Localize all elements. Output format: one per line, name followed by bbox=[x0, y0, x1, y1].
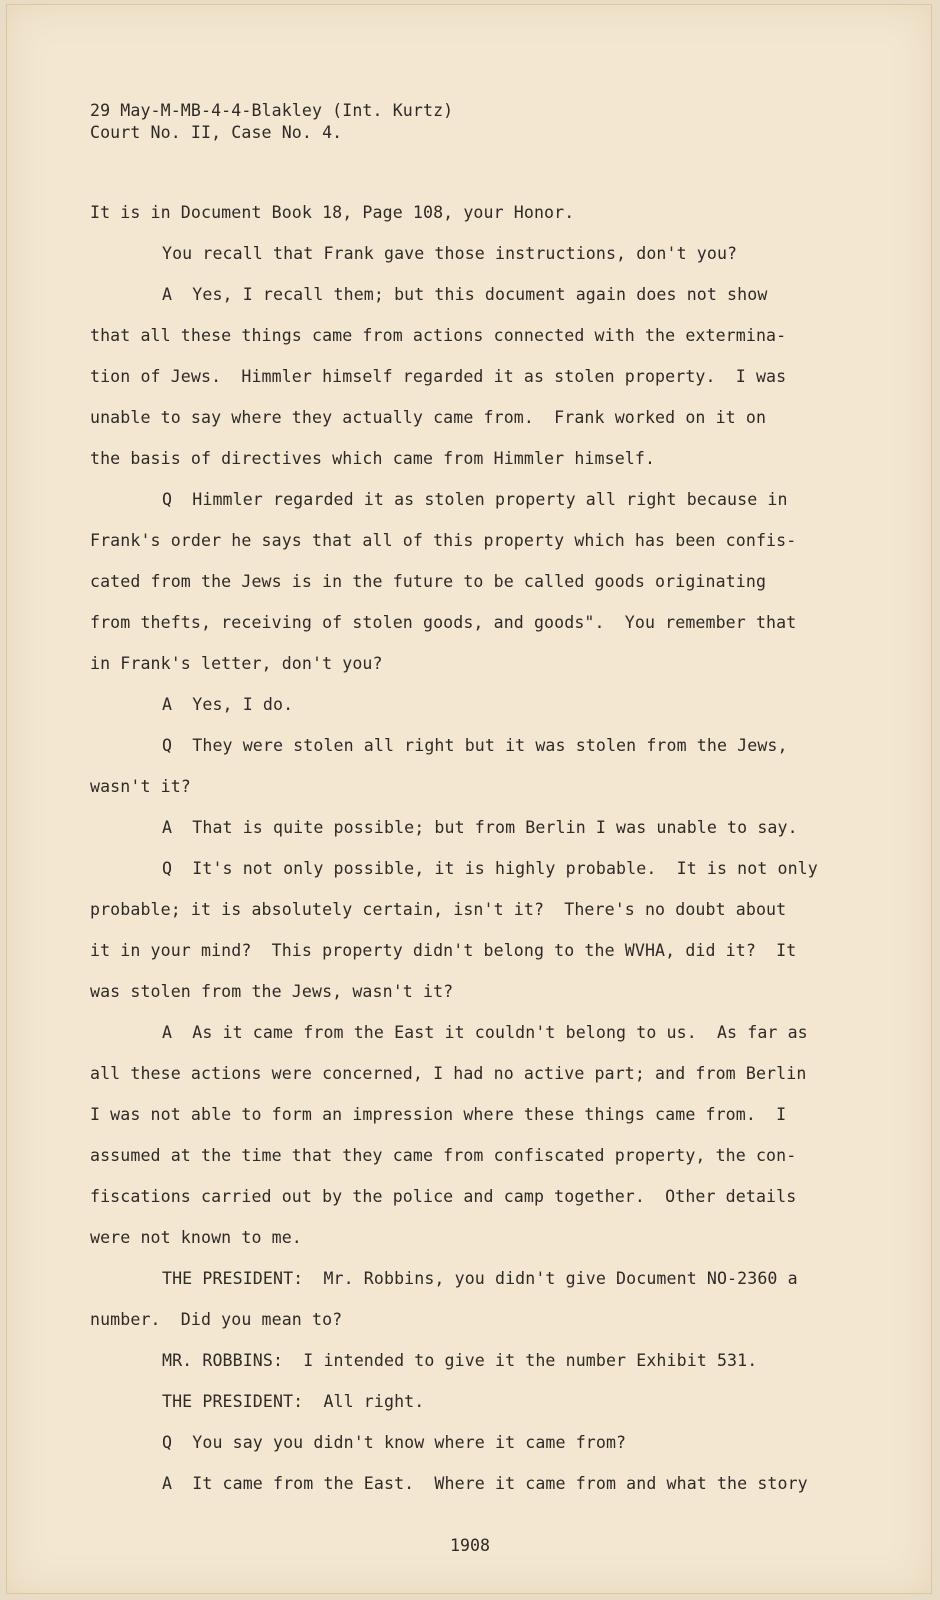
transcript-line: number. Did you mean to? bbox=[90, 1310, 343, 1329]
transcript-line: Q You say you didn't know where it came from? bbox=[162, 1433, 627, 1452]
transcript-line: all these actions were concerned, I had no active part; and from Berlin bbox=[90, 1064, 807, 1083]
transcript-line: A Yes, I do. bbox=[162, 695, 294, 714]
transcript-line: assumed at the time that they came from confiscated property, the con- bbox=[90, 1146, 797, 1165]
transcript-line: it in your mind? This property didn't belong to the WVHA, did it? It bbox=[90, 941, 797, 960]
transcript-line: were not known to me. bbox=[90, 1228, 302, 1247]
transcript-line: I was not able to form an impression where these things came from. I bbox=[90, 1105, 787, 1124]
transcript-line: Frank's order he says that all of this property which has been confis- bbox=[90, 531, 797, 550]
transcript-line: THE PRESIDENT: All right. bbox=[162, 1392, 425, 1411]
transcript-line: was stolen from the Jews, wasn't it? bbox=[90, 982, 454, 1001]
transcript-body bbox=[90, 100, 830, 1504]
transcript-line: probable; it is absolutely certain, isn't it? There's no doubt about bbox=[90, 900, 787, 919]
transcript-line: A Yes, I recall them; but this document again does not show bbox=[162, 285, 768, 304]
transcript-line: fiscations carried out by the police and camp together. Other details bbox=[90, 1187, 797, 1206]
transcript-line: A It came from the East. Where it came from and what the story bbox=[162, 1474, 808, 1493]
header-line-1: 29 May-M-MB-4-4-Blakley (Int. Kurtz) bbox=[90, 101, 454, 120]
transcript-line: Q Himmler regarded it as stolen property all right because in bbox=[162, 490, 788, 509]
transcript-line: Q They were stolen all right but it was stolen from the Jews, bbox=[162, 736, 788, 755]
transcript-line: THE PRESIDENT: Mr. Robbins, you didn't give Document NO-2360 a bbox=[162, 1269, 798, 1288]
transcript-line: cated from the Jews is in the future to be called goods originating bbox=[90, 572, 767, 591]
transcript-line: A That is quite possible; but from Berlin I was unable to say. bbox=[162, 818, 798, 837]
transcript-line: MR. ROBBINS: I intended to give it the number Exhibit 531. bbox=[162, 1351, 758, 1370]
transcript-line: in Frank's letter, don't you? bbox=[90, 654, 383, 673]
transcript-line: from thefts, receiving of stolen goods, and goods". You remember that bbox=[90, 613, 797, 632]
transcript-line: tion of Jews. Himmler himself regarded it as stolen property. I was bbox=[90, 367, 787, 386]
transcript-line: wasn't it? bbox=[90, 777, 191, 796]
transcript-line: the basis of directives which came from Himmler himself. bbox=[90, 449, 656, 468]
page-number: 1908 bbox=[450, 1536, 490, 1555]
transcript-line: that all these things came from actions connected with the extermina- bbox=[90, 326, 787, 345]
header-line-2: Court No. II, Case No. 4. bbox=[90, 123, 343, 142]
document-page bbox=[6, 4, 932, 1594]
transcript-lines bbox=[90, 192, 830, 1504]
transcript-line: It is in Document Book 18, Page 108, your Honor. bbox=[90, 203, 575, 222]
transcript-line: Q It's not only possible, it is highly probable. It is not only bbox=[162, 859, 818, 878]
transcript-line: A As it came from the East it couldn't belong to us. As far as bbox=[162, 1023, 808, 1042]
transcript-line: You recall that Frank gave those instructions, don't you? bbox=[162, 244, 738, 263]
header-spacer bbox=[90, 144, 830, 192]
transcript-line: unable to say where they actually came from. Frank worked on it on bbox=[90, 408, 767, 427]
